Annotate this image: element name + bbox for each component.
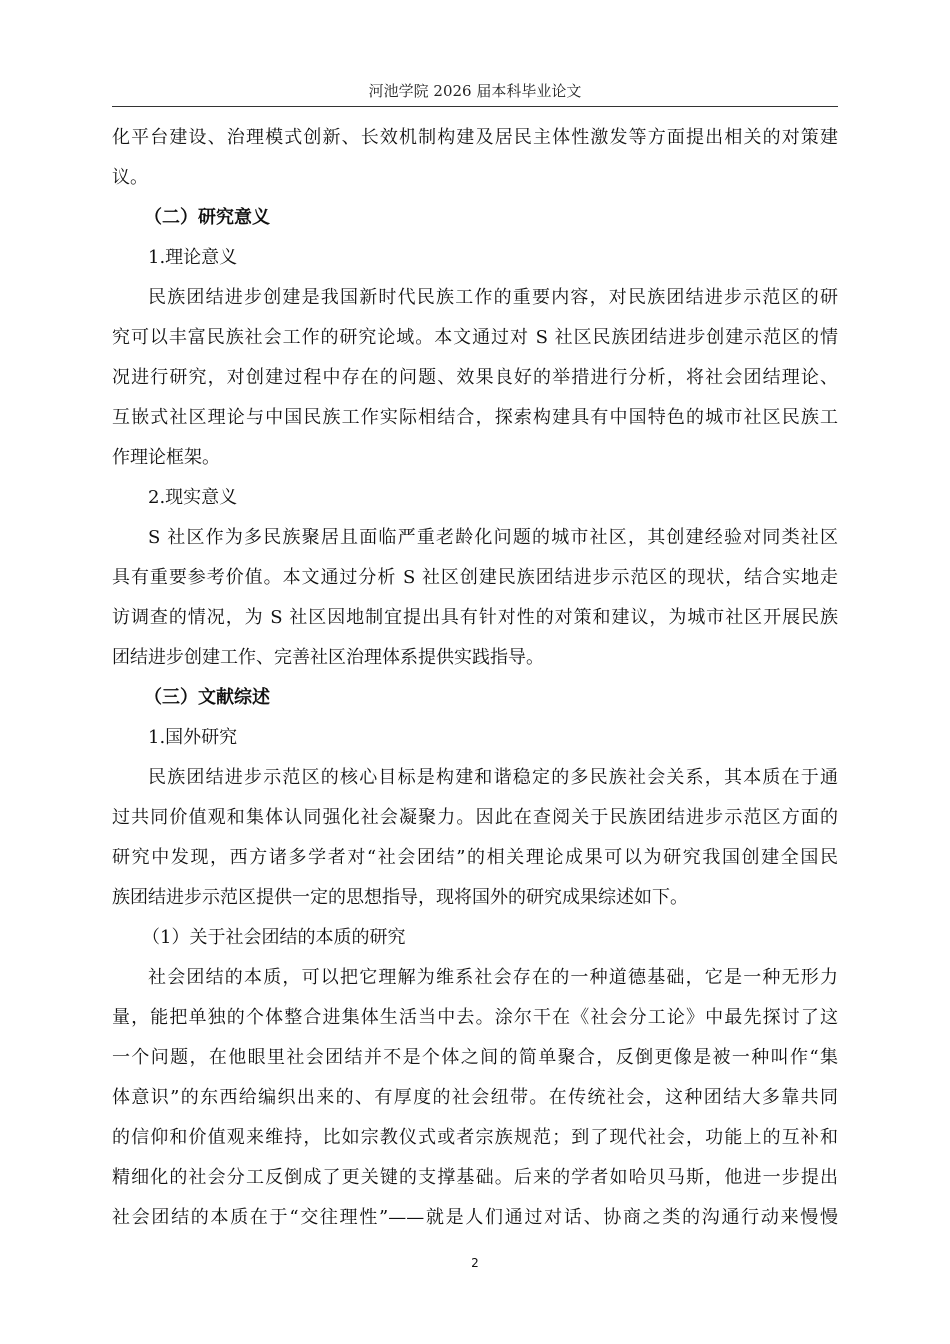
paragraph-line: 量，能把单独的个体整合进集体生活当中去。涂尔干在《社会分工论》中最先探讨了这 xyxy=(112,1007,838,1028)
paragraph-line: 团结进步创建工作、完善社区治理体系提供实践指导。 xyxy=(112,647,544,668)
paragraph-line: 议。 xyxy=(112,167,148,188)
paragraph-line: 访调查的情况，为 S 社区因地制宜提出具有针对性的对策和建议，为城市社区开展民族 xyxy=(112,607,838,628)
paragraph-line: S 社区作为多民族聚居且面临严重老龄化问题的城市社区，其创建经验对同类社区 xyxy=(148,527,838,548)
subheading-practical-significance: 2.现实意义 xyxy=(148,487,238,508)
paragraph-line: 体意识”的东西给编织出来的、有厚度的社会纽带。在传统社会，这种团结大多靠共同 xyxy=(112,1087,838,1108)
paragraph-line: 化平台建设、治理模式创新、长效机制构建及居民主体性激发等方面提出相关的对策建 xyxy=(112,127,838,148)
section-heading-research-significance: （二）研究意义 xyxy=(144,207,270,228)
paragraph-line: 究可以丰富民族社会工作的研究论域。本文通过对 S 社区民族团结进步创建示范区的情 xyxy=(112,327,838,348)
paragraph-line: 互嵌式社区理论与中国民族工作实际相结合，探索构建具有中国特色的城市社区民族工 xyxy=(112,407,838,428)
paragraph-line: 过共同价值观和集体认同强化社会凝聚力。因此在查阅关于民族团结进步示范区方面的 xyxy=(112,807,838,828)
page-number: 2 xyxy=(471,1256,479,1270)
body-text xyxy=(112,118,838,1238)
section-heading-literature-review: （三）文献综述 xyxy=(144,687,270,708)
paragraph-line: 研究中发现，西方诸多学者对“社会团结”的相关理论成果可以为研究我国创建全国民 xyxy=(112,847,838,868)
paragraph-line: 一个问题，在他眼里社会团结并不是个体之间的简单聚合，反倒更像是被一种叫作“集 xyxy=(112,1047,838,1068)
paragraph-line: 精细化的社会分工反倒成了更关键的支撑基础。后来的学者如哈贝马斯，他进一步提出 xyxy=(112,1167,838,1188)
subheading-foreign-research: 1.国外研究 xyxy=(148,727,238,748)
paragraph-line: 社会团结的本质，可以把它理解为维系社会存在的一种道德基础，它是一种无形力 xyxy=(148,967,838,988)
paragraph-line: 族团结进步示范区提供一定的思想指导，现将国外的研究成果综述如下。 xyxy=(112,887,688,908)
paragraph-line: 的信仰和价值观来维持，比如宗教仪式或者宗族规范；到了现代社会，功能上的互补和 xyxy=(112,1127,838,1148)
page-header: 河池学院 2026 届本科毕业论文 xyxy=(368,82,582,100)
paragraph-line: 作理论框架。 xyxy=(112,447,220,468)
paragraph-line: 况进行研究，对创建过程中存在的问题、效果良好的举措进行分析，将社会团结理论、 xyxy=(112,367,838,388)
subheading-theoretical-significance: 1.理论意义 xyxy=(148,247,238,268)
subheading-nature-of-social-solidarity: （1）关于社会团结的本质的研究 xyxy=(142,927,406,948)
paragraph-line: 具有重要参考价值。本文通过分析 S 社区创建民族团结进步示范区的现状，结合实地走 xyxy=(112,567,838,588)
paragraph-line: 民族团结进步创建是我国新时代民族工作的重要内容，对民族团结进步示范区的研 xyxy=(148,287,838,308)
header-rule xyxy=(112,106,838,107)
paragraph-line: 民族团结进步示范区的核心目标是构建和谐稳定的多民族社会关系，其本质在于通 xyxy=(148,767,838,788)
paragraph-line: 社会团结的本质在于“交往理性”——就是人们通过对话、协商之类的沟通行动来慢慢 xyxy=(112,1207,838,1228)
